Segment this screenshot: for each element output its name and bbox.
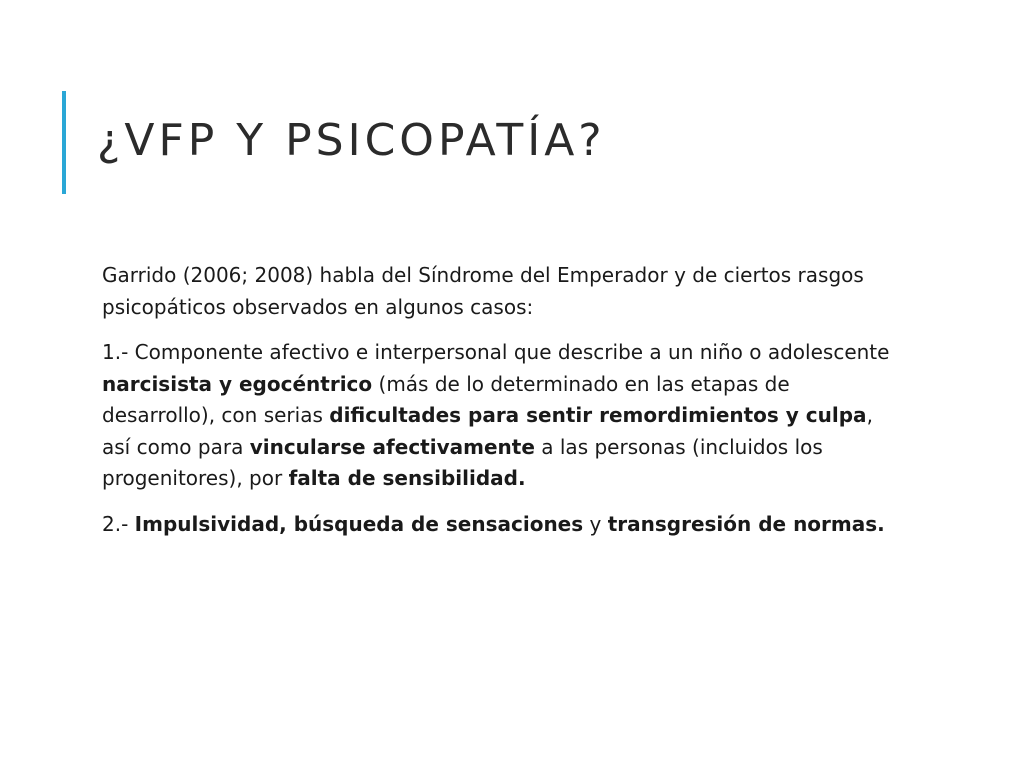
emphasis-text: vincularse afectivamente [249,434,535,459]
emphasis-text: narcisista y egocéntrico [102,371,373,396]
slide-body [102,260,902,554]
body-paragraph [102,337,902,495]
paragraph-text: , así como para [102,403,873,459]
title-accent-bar [62,91,66,194]
paragraph-text: a las personas (incluidos los progenitores), por [102,434,823,490]
slide-title: ¿VFP Y PSICOPATÍA? [97,115,606,166]
emphasis-text: falta de sensibilidad. [288,466,526,490]
emphasis-text: Impulsividad, búsqueda de sensaciones [134,511,584,536]
paragraph-text: y [583,511,608,536]
emphasis-text: dificultades para sentir remordimientos y culpa [329,403,867,427]
paragraph-text: 1.- Componente afectivo e interpersonal que describe a un niño o adolescente [102,340,890,364]
paragraph-text: Garrido (2006; 2008) habla del Síndrome del Emperador y de ciertos rasgos psicopáticos observados en algunos casos: [102,263,864,319]
paragraph-text: (más de lo determinado en las etapas de desarrollo), con serias [102,371,790,427]
paragraph-text: 2.- [102,511,135,536]
body-paragraph [102,260,902,323]
body-paragraph [102,509,902,541]
emphasis-text: transgresión de normas. [607,511,885,536]
